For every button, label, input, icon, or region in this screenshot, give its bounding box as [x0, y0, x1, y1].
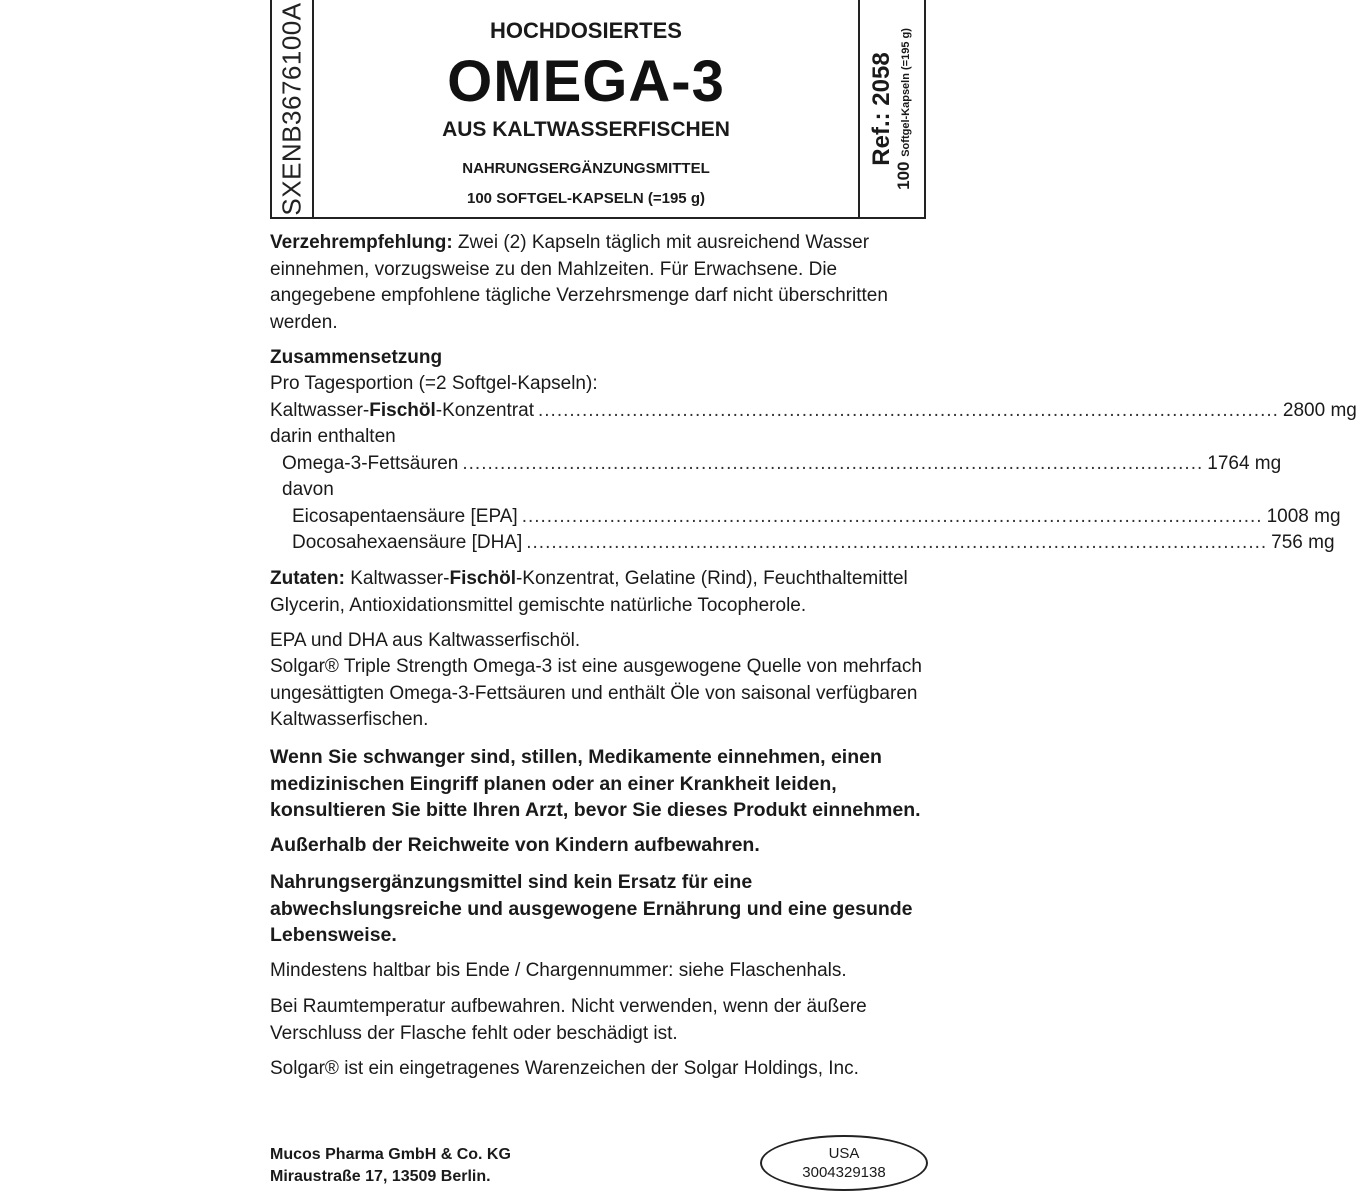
omega3-value: 1764 mg — [1207, 453, 1282, 474]
manufacturer — [270, 1144, 511, 1188]
diet-warning: Nahrungsergänzungsmittel sind kein Ersatz für eine abwechslungsreiche und ausgewogene Ernährung und eine gesunde Lebensweise. — [270, 871, 913, 946]
oval-code: 3004329138 — [802, 1164, 886, 1181]
ingredients: Zutaten: Kaltwasser-Fischöl-Konzentrat, Gelatine (Rind), Feuchthaltemittel Glycerin, Antioxidationsmittel gemischte natürliche Tocopherole. — [270, 568, 908, 616]
dot-leader: ...................................................................................................................... — [462, 453, 1204, 474]
dha-row — [292, 530, 1335, 556]
davon-label: davon — [282, 479, 334, 500]
children-warning: Außerhalb der Reichweite von Kindern aufbewahren. — [270, 834, 760, 856]
dha-value: 756 mg — [1271, 532, 1335, 553]
dha-label: Docosahexaensäure [DHA] — [292, 530, 526, 556]
capsule-count: 100 SOFTGEL-KAPSELN (=195 g) — [467, 190, 705, 207]
product-category: NAHRUNGSERGÄNZUNGSMITTEL — [462, 160, 710, 177]
omega3-label: Omega-3-Fettsäuren — [282, 451, 462, 477]
lot-code: SXENB3676100A — [276, 1, 307, 216]
expiry-note: Mindestens haltbar bis Ende / Chargennummer: siehe Flaschenhals. — [270, 960, 847, 981]
product-name: OMEGA-3 — [447, 49, 725, 114]
trademark-note: Solgar® ist ein eingetragenes Warenzeichen der Solgar Holdings, Inc. — [270, 1058, 859, 1079]
info-epa-dha: EPA und DHA aus Kaltwasserfischöl. — [270, 630, 581, 651]
contained-label: darin enthalten — [270, 426, 396, 447]
title-top: HOCHDOSIERTES — [490, 18, 682, 43]
storage-note: Bei Raumtemperatur aufbewahren. Nicht verwenden, wenn der äußere Verschluss der Flasche fehlt oder beschädigt ist. — [270, 996, 867, 1044]
dosage-recommendation — [270, 230, 926, 336]
info-description: Solgar® Triple Strength Omega-3 ist eine ausgewogene Quelle von mehrfach ungesättigten Omega-3-Fettsäuren und enthält Öle von saisonal verfügbaren Kaltwasserfischen. — [270, 656, 922, 730]
dosage-heading: Verzehrempfehlung: — [270, 232, 453, 253]
composition-heading: Zusammensetzung — [270, 347, 443, 368]
epa-label: Eicosapentaensäure [EPA] — [292, 504, 522, 530]
fishoil-label: Kaltwasser-Fischöl-Konzentrat — [270, 398, 538, 424]
dot-leader: ...................................................................................................................... — [521, 506, 1263, 527]
fishoil-row — [270, 398, 1357, 424]
side-count — [894, 28, 914, 190]
fishoil-value: 2800 mg — [1282, 400, 1357, 421]
label-header — [270, 0, 926, 219]
dot-leader: ...................................................................................................................... — [538, 400, 1279, 421]
side-count-number: 100 — [894, 161, 913, 190]
dosage-text: Zwei (2) Kapseln täglich mit ausreichend Wasser einnehmen, vorzugsweise zu den Mahlzeiten. Für Erwachsene. Die angegebene empfohlene tägliche Verzehrsmenge darf nicht überschritten werden. — [270, 232, 888, 333]
epa-value: 1008 mg — [1266, 506, 1341, 527]
dot-leader: ...................................................................................................................... — [526, 532, 1268, 553]
composition-per-serving: Pro Tagesportion (=2 Softgel-Kapseln): — [270, 373, 598, 394]
side-count-detail: Softgel-Kapseln (=195 g) — [900, 27, 912, 157]
title-sub: AUS KALTWASSERFISCHEN — [442, 118, 730, 141]
lot-code-panel — [272, 0, 314, 217]
oval-country: USA — [828, 1145, 860, 1162]
ref-number: Ref.: 2058 — [868, 51, 895, 166]
ingredients-heading: Zutaten: — [270, 568, 345, 589]
manufacturer-name: Mucos Pharma GmbH & Co. KG — [270, 1146, 511, 1163]
epa-row — [292, 504, 1341, 530]
usa-code-oval — [760, 1135, 928, 1191]
manufacturer-address: Miraustraße 17, 13509 Berlin. — [270, 1168, 491, 1185]
ref-panel — [858, 0, 924, 217]
omega3-row — [282, 451, 1282, 477]
pregnancy-warning: Wenn Sie schwanger sind, stillen, Medikamente einnehmen, einen medizinischen Eingriff planen oder an einer Krankheit leiden, konsultieren Sie bitte Ihren Arzt, bevor Sie dieses Produkt einnehmen. — [270, 746, 921, 821]
